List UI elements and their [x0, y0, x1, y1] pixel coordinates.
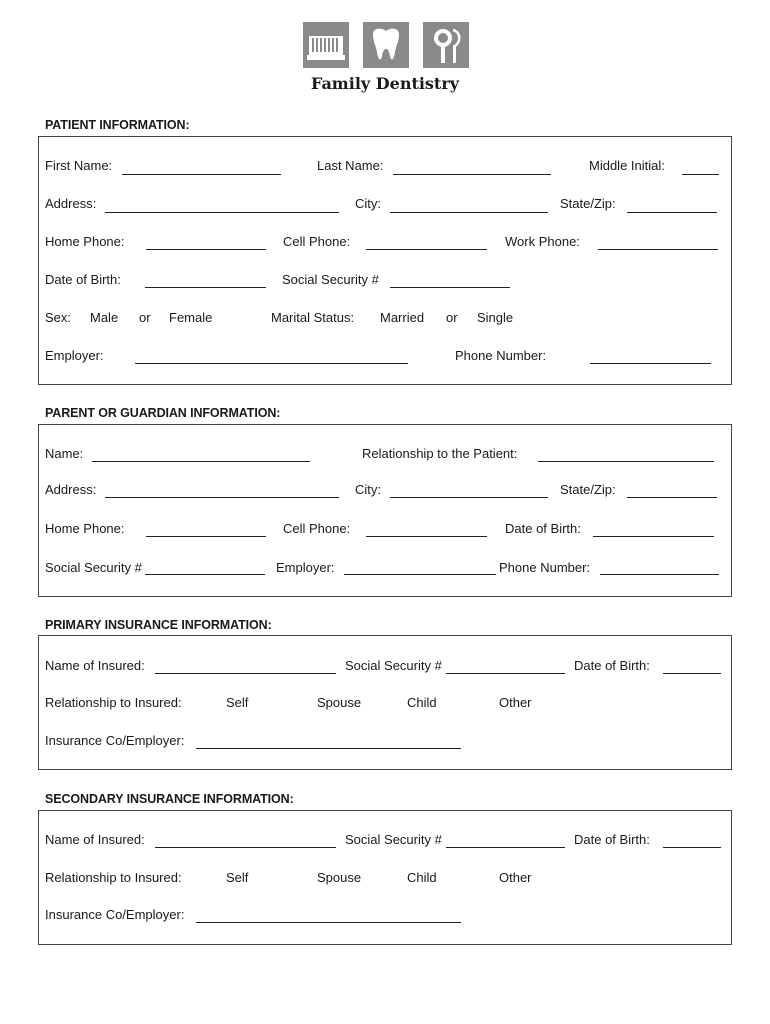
- secondary-option-self[interactable]: Self: [226, 870, 249, 885]
- guardian-city-field[interactable]: [390, 497, 548, 498]
- guardian-dob-field[interactable]: [593, 536, 714, 537]
- secondary-name-insured-field[interactable]: [155, 847, 336, 848]
- guardian-phone-number-label: Phone Number:: [499, 560, 591, 575]
- address-label: Address:: [45, 196, 97, 211]
- last-name-field[interactable]: [393, 174, 551, 175]
- state-zip-field[interactable]: [627, 212, 717, 213]
- guardian-relationship-field[interactable]: [538, 461, 714, 462]
- primary-insurance-co-label: Insurance Co/Employer:: [45, 733, 185, 748]
- guardian-name-label: Name:: [45, 446, 84, 461]
- primary-option-other[interactable]: Other: [499, 695, 532, 710]
- guardian-dob-label: Date of Birth:: [505, 521, 581, 536]
- secondary-option-spouse[interactable]: Spouse: [317, 870, 362, 885]
- state-zip-label: State/Zip:: [560, 196, 616, 211]
- practice-logo: [303, 22, 469, 72]
- ssn-field[interactable]: [390, 287, 510, 288]
- sex-label: Sex:: [45, 310, 72, 325]
- primary-insurance-co-field[interactable]: [196, 748, 461, 749]
- guardian-home-phone-field[interactable]: [146, 536, 266, 537]
- middle-initial-label: Middle Initial:: [589, 158, 665, 173]
- guardian-section-title: PARENT OR GUARDIAN INFORMATION:: [45, 406, 281, 420]
- middle-initial-field[interactable]: [682, 174, 719, 175]
- primary-option-self[interactable]: Self: [226, 695, 249, 710]
- guardian-name-field[interactable]: [92, 461, 310, 462]
- patient-section-title: PATIENT INFORMATION:: [45, 118, 190, 132]
- sex-or-text: or: [139, 310, 151, 325]
- phone-number-label: Phone Number:: [455, 348, 547, 363]
- secondary-insurance-co-field[interactable]: [196, 922, 461, 923]
- city-field[interactable]: [390, 212, 548, 213]
- toothbrush-icon: [303, 22, 349, 68]
- city-label: City:: [355, 196, 381, 211]
- primary-dob-field[interactable]: [663, 673, 721, 674]
- home-phone-label: Home Phone:: [45, 234, 125, 249]
- sex-option-male[interactable]: Male: [90, 310, 119, 325]
- primary-ssn-label: Social Security #: [345, 658, 442, 673]
- first-name-label: First Name:: [45, 158, 113, 173]
- marital-or-text: or: [446, 310, 458, 325]
- marital-status-label: Marital Status:: [271, 310, 355, 325]
- work-phone-label: Work Phone:: [505, 234, 580, 249]
- guardian-employer-field[interactable]: [344, 574, 496, 575]
- secondary-option-child[interactable]: Child: [407, 870, 437, 885]
- first-name-field[interactable]: [122, 174, 281, 175]
- dental-mirror-icon: [423, 22, 469, 68]
- guardian-relationship-label: Relationship to the Patient:: [362, 446, 518, 461]
- primary-insurance-section-title: PRIMARY INSURANCE INFORMATION:: [45, 618, 272, 632]
- secondary-dob-label: Date of Birth:: [574, 832, 650, 847]
- primary-option-child[interactable]: Child: [407, 695, 437, 710]
- primary-relationship-label: Relationship to Insured:: [45, 695, 182, 710]
- secondary-ssn-field[interactable]: [446, 847, 565, 848]
- guardian-address-label: Address:: [45, 482, 97, 497]
- primary-name-insured-label: Name of Insured:: [45, 658, 145, 673]
- guardian-city-label: City:: [355, 482, 381, 497]
- marital-option-married[interactable]: Married: [380, 310, 425, 325]
- work-phone-field[interactable]: [598, 249, 718, 250]
- secondary-insurance-co-label: Insurance Co/Employer:: [45, 907, 185, 922]
- guardian-cell-phone-label: Cell Phone:: [283, 521, 351, 536]
- secondary-ssn-label: Social Security #: [345, 832, 442, 847]
- guardian-phone-number-field[interactable]: [600, 574, 719, 575]
- guardian-cell-phone-field[interactable]: [366, 536, 487, 537]
- secondary-option-other[interactable]: Other: [499, 870, 532, 885]
- secondary-relationship-label: Relationship to Insured:: [45, 870, 182, 885]
- guardian-state-zip-field[interactable]: [627, 497, 717, 498]
- dob-field[interactable]: [145, 287, 266, 288]
- guardian-state-zip-label: State/Zip:: [560, 482, 616, 497]
- primary-name-insured-field[interactable]: [155, 673, 336, 674]
- guardian-ssn-field[interactable]: [145, 574, 265, 575]
- primary-dob-label: Date of Birth:: [574, 658, 650, 673]
- last-name-label: Last Name:: [317, 158, 384, 173]
- home-phone-field[interactable]: [146, 249, 266, 250]
- primary-ssn-field[interactable]: [446, 673, 565, 674]
- phone-number-field[interactable]: [590, 363, 711, 364]
- employer-label: Employer:: [45, 348, 104, 363]
- secondary-dob-field[interactable]: [663, 847, 721, 848]
- employer-field[interactable]: [135, 363, 408, 364]
- secondary-name-insured-label: Name of Insured:: [45, 832, 145, 847]
- address-field[interactable]: [105, 212, 339, 213]
- guardian-ssn-label: Social Security #: [45, 560, 142, 575]
- guardian-home-phone-label: Home Phone:: [45, 521, 125, 536]
- cell-phone-label: Cell Phone:: [283, 234, 351, 249]
- guardian-employer-label: Employer:: [276, 560, 335, 575]
- primary-option-spouse[interactable]: Spouse: [317, 695, 362, 710]
- secondary-insurance-section-title: SECONDARY INSURANCE INFORMATION:: [45, 792, 294, 806]
- sex-option-female[interactable]: Female: [169, 310, 213, 325]
- cell-phone-field[interactable]: [366, 249, 487, 250]
- dob-label: Date of Birth:: [45, 272, 121, 287]
- guardian-address-field[interactable]: [105, 497, 339, 498]
- marital-option-single[interactable]: Single: [477, 310, 514, 325]
- ssn-label: Social Security #: [282, 272, 379, 287]
- brand-name: Family Dentistry: [310, 74, 460, 93]
- tooth-icon: [363, 22, 409, 68]
